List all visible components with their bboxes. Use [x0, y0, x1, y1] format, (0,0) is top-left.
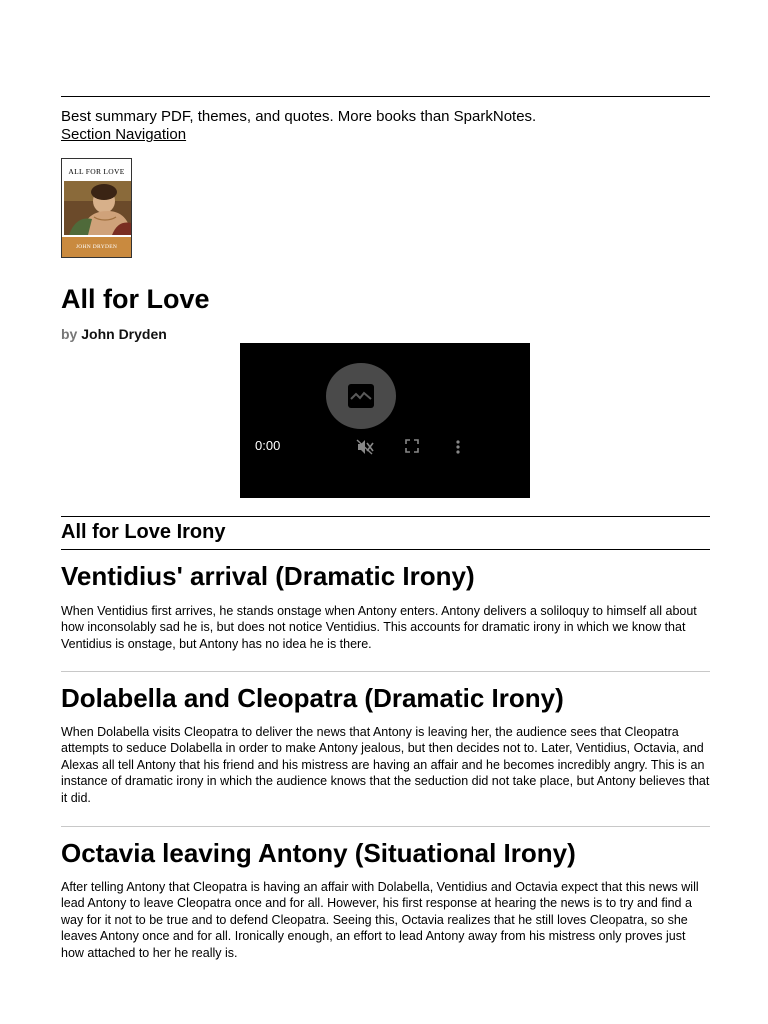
entry-text: When Ventidius first arrives, he stands onstage when Antony enters. Antony delivers a soliloquy to himself all about how inconsolably sad he is, but does not notice Ventidius. This accounts for dramatic irony in which we know that Ventidius is onstage, but Antony has no idea he is there.	[61, 604, 697, 651]
more-vertical-icon[interactable]	[455, 439, 461, 455]
video-time: 0:00	[255, 438, 281, 453]
image-placeholder-icon	[347, 383, 375, 409]
author-link[interactable]: John Dryden	[81, 326, 167, 342]
cover-author: JOHN DRYDEN	[62, 237, 131, 257]
section-bottom-divider	[61, 549, 710, 550]
top-divider	[61, 96, 710, 97]
book-title: All for Love	[61, 284, 210, 314]
play-button[interactable]	[326, 363, 396, 429]
section-navigation-link[interactable]: Section Navigation	[61, 126, 187, 143]
volume-muted-icon[interactable]	[356, 439, 374, 455]
entry-title: Ventidius' arrival (Dramatic Irony)	[61, 561, 475, 591]
section-heading: All for Love Irony	[61, 521, 226, 543]
cover-title: ALL FOR LOVE	[68, 167, 125, 176]
by-label: by	[61, 326, 78, 342]
entry-divider	[61, 671, 710, 672]
book-cover-image[interactable]	[61, 158, 132, 258]
section-top-divider	[61, 516, 710, 517]
cover-painting	[64, 181, 131, 235]
byline	[61, 326, 167, 343]
entry-divider	[61, 826, 710, 827]
entry-text: When Dolabella visits Cleopatra to deliver the news that Antony is leaving her, the audience sees that Cleopatra attempts to seduce Dolabella in order to make Antony jealous, but then decides not to. Later, Ventidius, Octavia, and Alexas all tell Antony that his friend and his mistress are having an affair and he becomes incredibly angry. This is an instance of dramatic irony in which the audience knows that the seduction did not take place, but Antony believes that it did.	[61, 725, 710, 805]
fullscreen-icon[interactable]	[405, 439, 419, 453]
entry-title: Dolabella and Cleopatra (Dramatic Irony)	[61, 683, 564, 713]
site-tagline: Best summary PDF, themes, and quotes. More books than SparkNotes.	[61, 108, 537, 125]
entry-text: After telling Antony that Cleopatra is having an affair with Dolabella, Ventidius and Octavia expect that this news will lead Antony to leave Cleopatra once and for all. However, his first response at hearing the news is to try and find a way for it not to be true and to defend Cleopatra. Seeing this, Octavia realizes that he still loves Cleopatra, so she leaves Antony once and for all. Ironically enough, an effort to lead Antony away from his mistress only proves just how attached to her he really is.	[61, 880, 699, 960]
entry-title: Octavia leaving Antony (Situational Irony)	[61, 838, 576, 868]
video-player[interactable]	[240, 343, 530, 498]
